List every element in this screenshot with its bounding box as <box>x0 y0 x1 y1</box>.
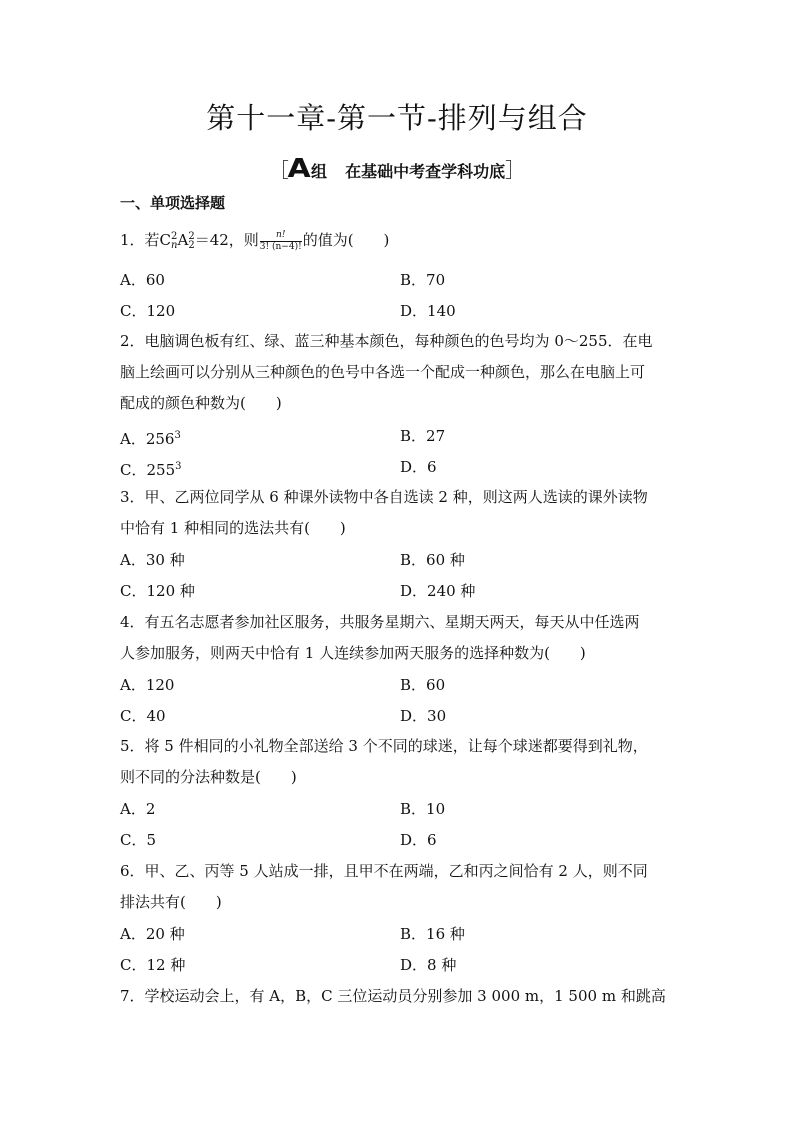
question-6 <box>120 856 680 918</box>
q4-option-c: C．40 <box>120 707 166 725</box>
q1-option-c: C．120 <box>120 302 176 320</box>
q5-option-c: C．5 <box>120 831 157 849</box>
q3-option-c: C．120 种 <box>120 582 195 600</box>
q1-a-sup: 2 <box>188 231 195 242</box>
q2-line: 脑上绘画可以分别从三种颜色的色号中各选一个配成一种颜色，那么在电脑上可 <box>120 363 646 381</box>
q1-c-sub: n <box>171 240 178 251</box>
q5-option-d: D．6 <box>400 831 437 849</box>
q3-line: 3．甲、乙两位同学从 6 种课外读物中各自选读 2 种，则这两人选读的课外读物 <box>120 488 648 506</box>
q2-line: 2．电脑调色板有红、绿、蓝三种基本颜色，每种颜色的色号均为 0～255．在电 <box>120 332 653 350</box>
q4-option-b: B．60 <box>400 676 446 694</box>
q6-option-a: A．20 种 <box>120 925 185 943</box>
q4-line: 4．有五名志愿者参加社区服务，共服务星期六、星期天两天，每天从中任选两 <box>120 613 640 631</box>
q1-suffix: 的值为( ) <box>302 231 390 249</box>
group-subtitle: 在基础中考查学科功底 <box>345 162 506 181</box>
q7-line: 7．学校运动会上，有 A，B，C 三位运动员分别参加 3 000 m，1 500 m 和跳高 <box>120 987 666 1005</box>
question-7 <box>120 981 680 1012</box>
q3-option-a: A．30 种 <box>120 551 185 569</box>
q1-equals: ＝42，则 <box>194 231 259 249</box>
q6-line: 排法共有( ) <box>120 893 222 911</box>
q6-option-c: C．12 种 <box>120 956 186 974</box>
q3-line: 中恰有 1 种相同的选法共有( ) <box>120 519 346 537</box>
section-title: 一、单项选择题 <box>120 194 226 212</box>
q1-fraction-denominator: 3! (n−4)! <box>259 241 302 252</box>
group-letter: A <box>287 154 311 184</box>
group-label: 组 <box>311 162 328 181</box>
q1-fraction-numerator: n! <box>260 230 302 242</box>
q2-option-b: B．27 <box>400 427 446 445</box>
q3-option-b: B．60 种 <box>400 551 465 569</box>
group-heading <box>0 154 794 184</box>
q4-option-a: A．120 <box>120 676 175 694</box>
q3-option-d: D．240 种 <box>400 582 476 600</box>
question-4 <box>120 607 680 669</box>
q6-option-b: B．16 种 <box>400 925 465 943</box>
q2-option-a <box>120 426 181 449</box>
q2-option-a-exp: 3 <box>174 430 181 441</box>
q1-a-letter: A <box>177 231 189 249</box>
q2-option-c-exp: 3 <box>175 461 182 472</box>
q1-c-sup: 2 <box>171 231 178 242</box>
group-left-bracket: ［ <box>268 158 289 182</box>
q1-option-d: D．140 <box>400 302 456 320</box>
q5-line: 5．将 5 件相同的小礼物全部送给 3 个不同的球迷，让每个球迷都要得到礼物， <box>120 737 648 755</box>
group-right-bracket: ］ <box>505 158 526 182</box>
q2-option-a-base: A．256 <box>120 430 175 448</box>
question-1 <box>120 225 680 256</box>
q1-option-a: A．60 <box>120 271 165 289</box>
question-2 <box>120 326 680 419</box>
q1-fraction <box>260 230 302 253</box>
page-title: 第十一章-第一节-排列与组合 <box>206 101 588 135</box>
q2-option-c <box>120 457 181 480</box>
q6-option-d: D．8 种 <box>400 956 457 974</box>
q2-line: 配成的颜色种数为( ) <box>120 394 282 412</box>
question-3 <box>120 482 680 544</box>
q4-option-d: D．30 <box>400 707 447 725</box>
q1-a-sub: 2 <box>188 240 195 251</box>
q5-option-a: A．2 <box>120 800 156 818</box>
question-5 <box>120 731 680 793</box>
q2-option-c-base: C．255 <box>120 461 176 479</box>
q1-option-b: B．70 <box>400 271 446 289</box>
q1-prefix: 1．若C <box>120 231 172 249</box>
q6-line: 6．甲、乙、丙等 5 人站成一排，且甲不在两端，乙和丙之间恰有 2 人，则不同 <box>120 862 648 880</box>
q2-option-d: D．6 <box>400 458 437 476</box>
q5-option-b: B．10 <box>400 800 446 818</box>
q5-line: 则不同的分法种数是( ) <box>120 768 297 786</box>
q4-line: 人参加服务，则两天中恰有 1 人连续参加两天服务的选择种数为( ) <box>120 644 586 662</box>
